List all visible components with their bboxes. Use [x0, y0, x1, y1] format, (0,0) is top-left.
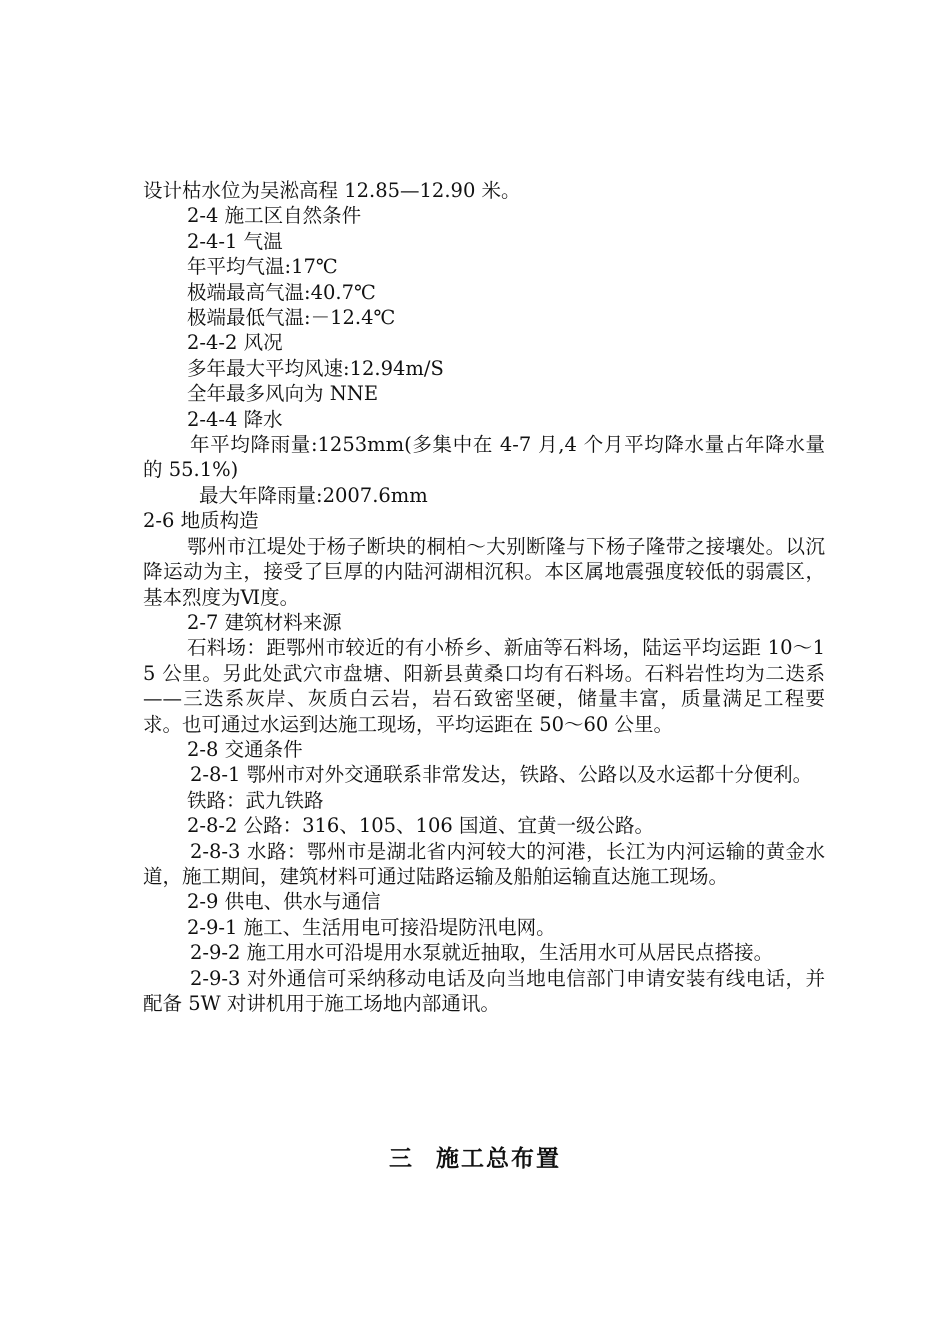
paragraph: 鄂州市江堤处于杨子断块的桐柏～大别断隆与下杨子隆带之接壤处。以沉降运动为主，接受了巨厚的内陆河湖相沉积。本区属地震强度较低的弱震区，基本烈度为Ⅵ度。 [143, 534, 825, 609]
paragraph: 2-9 供电、供水与通信 [187, 890, 381, 914]
paragraph: 极端最低气温:－12.4℃ [187, 306, 396, 330]
paragraph: 2-8 交通条件 [187, 737, 303, 761]
paragraph: 2-9-2 施工用水可沿堤用水泵就近抽取，生活用水可从居民点搭接。 [190, 941, 774, 965]
paragraph: 2-4-1 气温 [187, 229, 283, 253]
paragraph: 2-8-1 鄂州市对外交通联系非常发达，铁路、公路以及水运都十分便利。 [190, 763, 813, 787]
paragraph: 多年最大平均风速:12.94m/S [187, 356, 444, 380]
paragraph: 石料场：距鄂州市较近的有小桥乡、新庙等石料场，陆运平均运距 10～15 公里。另此处武穴市盘塘、阳新县黄桑口均有石料场。石料岩性均为二迭系——三迭系灰岸、灰质白云岩，岩石致密坚硬，储量丰富，质量满足工程要求。也可通过水运到达施工现场，平均运距在 50～60 公里。 [143, 636, 825, 736]
paragraph: 年平均降雨量:1253mm(多集中在 4-7 月,4 个月平均降水量占年降水量的 55.1%) [143, 433, 825, 482]
paragraph: 年平均气温:17℃ [187, 255, 338, 279]
paragraph: 极端最高气温:40.7℃ [187, 280, 376, 304]
paragraph: 2-8-2 公路：316、105、106 国道、宜黄一级公路。 [187, 814, 654, 838]
paragraph: 最大年降雨量:2007.6mm [199, 483, 428, 507]
paragraph: 全年最多风向为 NNE [187, 382, 379, 406]
document-body [143, 178, 825, 1016]
paragraph: 设计枯水位为吴淞高程 12.85—12.90 米。 [143, 179, 521, 202]
paragraph: 2-4 施工区自然条件 [187, 204, 362, 228]
paragraph: 2-4-4 降水 [187, 407, 283, 431]
section-heading [0, 1140, 950, 1173]
paragraph: 2-8-3 水路：鄂州市是湖北省内河较大的河港，长江为内河运输的黄金水道，施工期间，建筑材料可通过陆路运输及船舶运输直达施工现场。 [143, 839, 825, 888]
paragraph: 2-4-2 风况 [187, 331, 283, 355]
paragraph: 2-6 地质构造 [143, 509, 259, 533]
paragraph: 2-7 建筑材料来源 [187, 610, 342, 634]
paragraph: 2-9-3 对外通信可采纳移动电话及向当地电信部门申请安装有线电话，并配备 5W 对讲机用于施工场地内部通讯。 [143, 966, 825, 1015]
section-heading-number: 三 [389, 1146, 414, 1172]
section-heading-title: 施工总布置 [436, 1146, 561, 1172]
paragraph: 2-9-1 施工、生活用电可接沿堤防汛电网。 [187, 915, 556, 939]
paragraph: 铁路：武九铁路 [187, 788, 324, 812]
